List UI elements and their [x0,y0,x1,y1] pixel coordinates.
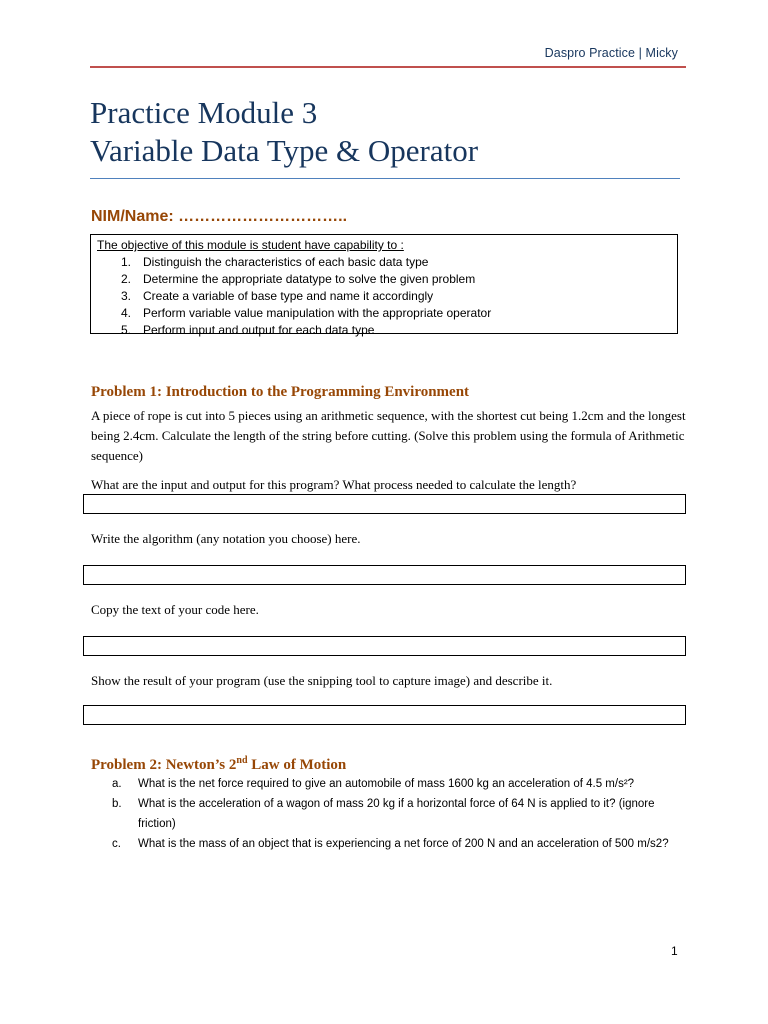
objective-item [97,288,677,305]
document-title [90,94,478,170]
problem-2-item [112,834,692,854]
running-header: Daspro Practice | Micky [544,46,678,60]
problem-1-heading: Problem 1: Introduction to the Programming Environment [91,384,470,400]
item-text: What is the acceleration of a wagon of mass 20 kg if a horizontal force of 64 N is applied to it? (ignore friction) [138,798,655,830]
objective-number: 3. [121,289,132,303]
objective-text: Perform variable value manipulation with the appropriate operator [143,306,492,320]
question-result: Show the result of your program (use the snipping tool to capture image) and describe it. [91,673,553,688]
problem-2-list [112,774,692,854]
objective-item [97,322,677,339]
answer-box-result[interactable] [83,705,686,725]
item-text: What is the net force required to give an automobile of mass 1600 kg an acceleration of 4.5 m/s²? [138,778,635,790]
objective-number: 4. [121,306,132,320]
objective-text: Create a variable of base type and name it accordingly [143,289,434,303]
header-rule [90,66,686,68]
nim-name-label: NIM/Name: ………………………….. [91,208,348,225]
problem-2-heading [91,755,346,774]
objective-number: 1. [121,255,132,269]
objective-item [97,254,677,271]
answer-box-algorithm[interactable] [83,565,686,585]
objective-text: Perform input and output for each data type [143,323,375,337]
objective-item [97,271,677,288]
problem-2-heading-sup: nd [236,755,248,766]
question-code: Copy the text of your code here. [91,602,259,617]
question-algorithm: Write the algorithm (any notation you choose) here. [91,531,361,546]
item-text: What is the mass of an object that is experiencing a net force of 200 N and an acceleration of 500 m/s2? [138,838,669,850]
objective-item [97,305,677,322]
title-rule [90,178,680,179]
answer-box-code[interactable] [83,636,686,656]
objectives-box [90,234,678,337]
objectives-intro: The objective of this module is student have capability to : [97,238,404,252]
item-letter: b. [112,798,122,810]
objectives-list [97,254,677,339]
problem-2-heading-text: Problem 2: Newton’s 2 [91,757,237,773]
problem-2-heading-rest: Law of Motion [247,757,347,773]
page-number: 1 [671,944,678,958]
item-letter: c. [112,838,121,850]
objective-number: 2. [121,272,132,286]
item-letter: a. [112,778,122,790]
answer-box-input-output[interactable] [83,494,686,514]
objective-number: 5. [121,323,132,337]
objective-text: Determine the appropriate datatype to solve the given problem [143,272,476,286]
problem-1-description: A piece of rope is cut into 5 pieces using an arithmetic sequence, with the shortest cut being 1.2cm and the longest being 2.4cm. Calculate the length of the string before cutting. (Solve this problem using the formula of Arithmetic sequence) [91,408,686,463]
objective-text: Distinguish the characteristics of each basic data type [143,255,429,269]
title-line-1: Practice Module 3 [90,95,318,130]
question-input-output: What are the input and output for this program? What process needed to calculate the length? [91,477,577,492]
problem-2-item [112,794,692,834]
problem-2-item [112,774,692,794]
title-line-2: Variable Data Type & Operator [90,133,479,168]
